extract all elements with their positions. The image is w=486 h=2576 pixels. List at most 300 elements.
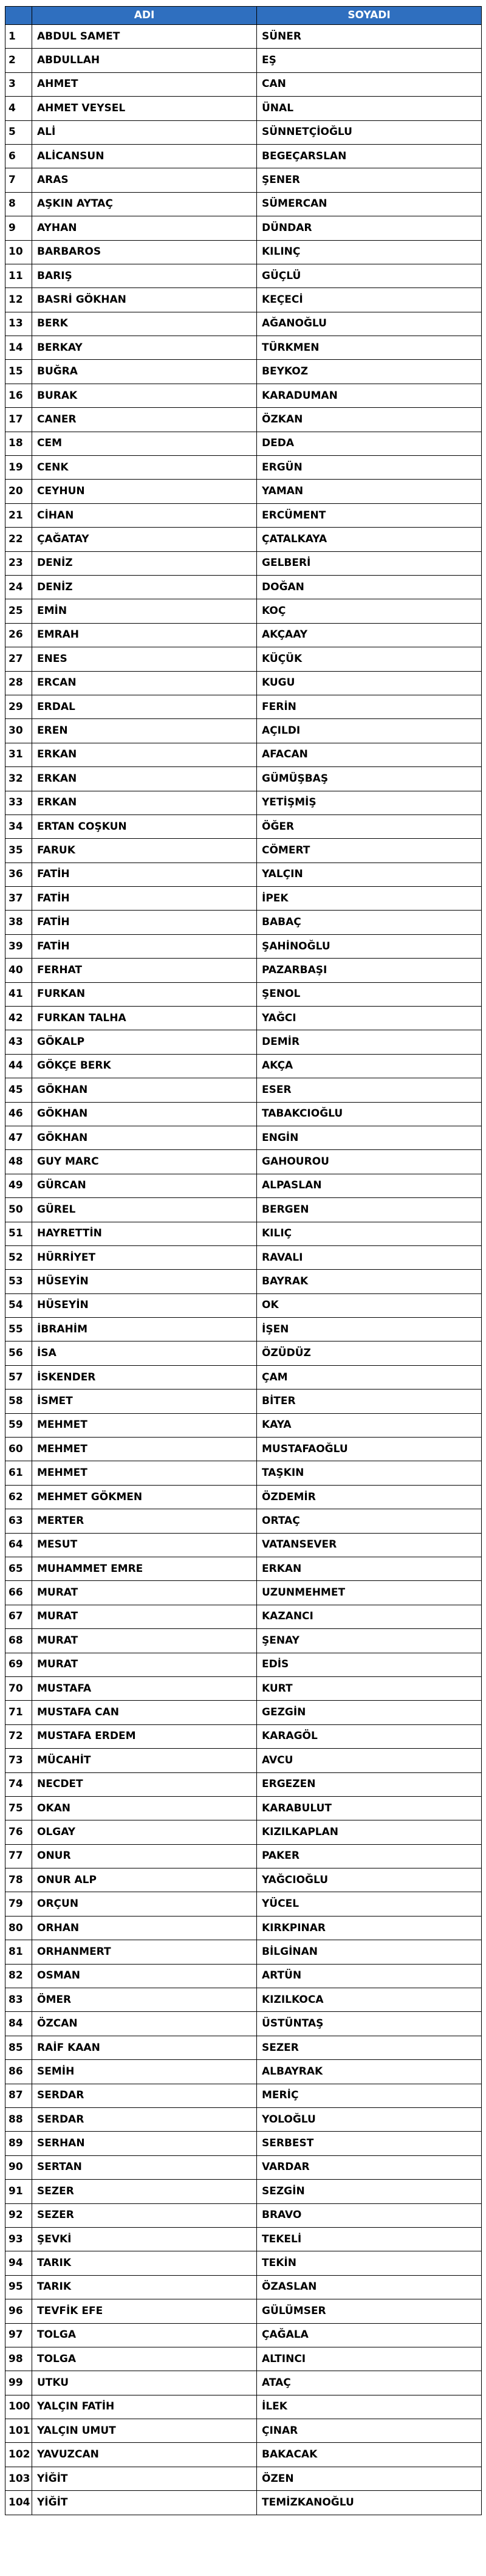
first-name-cell: BERK [32,312,257,336]
table-row [5,144,482,168]
last-name-cell: GEZGİN [257,1701,482,1724]
row-number: 21 [5,503,32,527]
row-number: 55 [5,1318,32,1341]
first-name-cell: GUY MARC [32,1150,257,1174]
first-name-cell: CEYHUN [32,480,257,503]
row-number: 84 [5,2012,32,2036]
row-number: 17 [5,408,32,432]
last-name-cell: ŞENAY [257,1629,482,1653]
row-number: 3 [5,72,32,96]
last-name-cell: AĞANOĞLU [257,312,482,336]
table-row [5,1940,482,1964]
first-name-cell: ŞEVKİ [32,2227,257,2251]
row-number: 31 [5,743,32,766]
table-row [5,1174,482,1197]
table-row [5,1629,482,1653]
last-name-cell: ÖZEN [257,2467,482,2490]
table-row [5,1102,482,1126]
table-row [5,1293,482,1317]
first-name-cell: ÖZCAN [32,2012,257,2036]
first-name-cell: ERKAN [32,791,257,814]
table-row [5,1964,482,1988]
row-number: 79 [5,1892,32,1916]
row-number: 18 [5,432,32,455]
first-name-cell: ARAS [32,168,257,192]
row-number: 73 [5,1749,32,1772]
first-name-cell: MURAT [32,1629,257,1653]
last-name-cell: BİTER [257,1390,482,1413]
table-row [5,1509,482,1533]
first-name-cell: MEHMET GÖKMEN [32,1485,257,1509]
row-number: 93 [5,2227,32,2251]
table-row [5,1413,482,1437]
first-name-cell: AŞKIN AYTAÇ [32,192,257,216]
name-list-table [5,6,482,2515]
first-name-cell: SERDAR [32,2084,257,2107]
table-row [5,72,482,96]
last-name-cell: KIZILKOCA [257,1988,482,2012]
last-name-cell: ÖZKAN [257,408,482,432]
row-number: 87 [5,2084,32,2107]
last-name-cell: CÖMERT [257,839,482,863]
row-number: 32 [5,767,32,791]
last-name-cell: BRAVO [257,2203,482,2227]
first-name-cell: FATİH [32,887,257,911]
last-name-cell: KILINÇ [257,240,482,264]
first-name-cell: AYHAN [32,216,257,240]
table-row [5,1365,482,1389]
last-name-cell: ÇAM [257,1365,482,1389]
table-row [5,575,482,599]
row-number: 16 [5,384,32,407]
first-name-cell: CENK [32,456,257,480]
table-row [5,1030,482,1054]
last-name-cell: BAYRAK [257,1270,482,1293]
first-name-cell: İSMET [32,1390,257,1413]
row-number: 35 [5,839,32,863]
first-name-cell: SEMİH [32,2060,257,2084]
table-row [5,1988,482,2012]
last-name-cell: MERİÇ [257,2084,482,2107]
first-name-cell: ERCAN [32,671,257,695]
row-number: 104 [5,2491,32,2515]
first-name-cell: FURKAN [32,982,257,1006]
last-name-cell: PAKER [257,1844,482,1868]
last-name-cell: ÇINAR [257,2419,482,2443]
first-name-cell: HÜSEYİN [32,1270,257,1293]
last-name-cell: ÇAĞALA [257,2323,482,2347]
row-number: 88 [5,2107,32,2131]
header-row [5,7,482,25]
row-number: 95 [5,2275,32,2299]
last-name-cell: YAMAN [257,480,482,503]
row-number: 30 [5,719,32,743]
row-number: 39 [5,934,32,958]
table-row [5,1390,482,1413]
row-number: 70 [5,1676,32,1700]
first-name-cell: MÜCAHİT [32,1749,257,1772]
table-row [5,2443,482,2467]
table-row [5,1557,482,1581]
row-number: 15 [5,360,32,384]
table-row [5,312,482,336]
last-name-cell: BAKACAK [257,2443,482,2467]
table-body [5,25,482,2515]
first-name-cell: ERKAN [32,767,257,791]
row-number: 74 [5,1772,32,1796]
row-number: 47 [5,1126,32,1149]
row-number: 25 [5,599,32,623]
first-name-cell: GÜRCAN [32,1174,257,1197]
last-name-cell: KOÇ [257,599,482,623]
table-row [5,743,482,766]
first-name-cell: DENİZ [32,551,257,575]
row-number: 26 [5,623,32,647]
row-number: 7 [5,168,32,192]
first-name-cell: GÖKHAN [32,1102,257,1126]
row-number: 29 [5,695,32,718]
table-row [5,528,482,551]
table-row [5,336,482,360]
last-name-cell: GELBERİ [257,551,482,575]
table-row [5,2107,482,2131]
row-number: 44 [5,1054,32,1078]
last-name-cell: ERGEZEN [257,1772,482,1796]
table-row [5,1820,482,1844]
table-row [5,1078,482,1102]
first-name-cell: SERTAN [32,2155,257,2179]
first-name-cell: SEZER [32,2203,257,2227]
row-number: 54 [5,1293,32,1317]
first-name-cell: YALÇIN UMUT [32,2419,257,2443]
first-name-cell: OSMAN [32,1964,257,1988]
row-number: 27 [5,647,32,671]
row-number: 72 [5,1724,32,1748]
row-number: 22 [5,528,32,551]
last-name-cell: ŞAHİNOĞLU [257,934,482,958]
last-name-cell: ÖZÜDÜZ [257,1341,482,1365]
first-name-cell: MEHMET [32,1413,257,1437]
last-name-cell: KARADUMAN [257,384,482,407]
first-name-cell: FATİH [32,934,257,958]
row-number: 2 [5,49,32,72]
row-number: 91 [5,2180,32,2203]
table-row [5,2036,482,2059]
table-row [5,384,482,407]
first-name-cell: TOLGA [32,2347,257,2371]
row-number: 63 [5,1509,32,1533]
last-name-cell: GÜMÜŞBAŞ [257,767,482,791]
table-row [5,456,482,480]
last-name-cell: MUSTAFAOĞLU [257,1438,482,1461]
row-number: 82 [5,1964,32,1988]
first-name-cell: ONUR ALP [32,1868,257,1892]
first-name-cell: FERHAT [32,959,257,982]
first-name-cell: UTKU [32,2371,257,2395]
row-number: 81 [5,1940,32,1964]
last-name-cell: YÜCEL [257,1892,482,1916]
last-name-cell: KAZANCI [257,1605,482,1628]
last-name-cell: DOĞAN [257,575,482,599]
last-name-cell: AKÇAAY [257,623,482,647]
row-number: 92 [5,2203,32,2227]
first-name-cell: NECDET [32,1772,257,1796]
header-soyadi: SOYADI [257,7,482,25]
row-number: 37 [5,887,32,911]
row-number: 90 [5,2155,32,2179]
first-name-cell: ERKAN [32,743,257,766]
last-name-cell: KURT [257,1676,482,1700]
row-number: 46 [5,1102,32,1126]
row-number: 65 [5,1557,32,1581]
first-name-cell: MESUT [32,1533,257,1557]
first-name-cell: OKAN [32,1796,257,1820]
table-row [5,360,482,384]
row-number: 85 [5,2036,32,2059]
last-name-cell: EŞ [257,49,482,72]
row-number: 13 [5,312,32,336]
table-row [5,1007,482,1030]
row-number: 51 [5,1222,32,1245]
table-row [5,719,482,743]
row-number: 43 [5,1030,32,1054]
row-number: 58 [5,1390,32,1413]
last-name-cell: İPEK [257,887,482,911]
first-name-cell: FATİH [32,911,257,934]
last-name-cell: AKÇA [257,1054,482,1078]
row-number: 80 [5,1916,32,1940]
last-name-cell: ORTAÇ [257,1509,482,1533]
row-number: 96 [5,2299,32,2323]
row-number: 12 [5,288,32,312]
row-number: 11 [5,264,32,288]
row-number: 97 [5,2323,32,2347]
row-number: 94 [5,2251,32,2275]
last-name-cell: KUGU [257,671,482,695]
row-number: 6 [5,144,32,168]
first-name-cell: FARUK [32,839,257,863]
last-name-cell: BERGEN [257,1198,482,1222]
table-row [5,432,482,455]
row-number: 4 [5,97,32,120]
first-name-cell: SERDAR [32,2107,257,2131]
table-row [5,1868,482,1892]
row-number: 28 [5,671,32,695]
last-name-cell: TEKELİ [257,2227,482,2251]
first-name-cell: BARBAROS [32,240,257,264]
last-name-cell: YALÇIN [257,863,482,886]
first-name-cell: ORHANMERT [32,1940,257,1964]
first-name-cell: TARIK [32,2275,257,2299]
last-name-cell: ÜNAL [257,97,482,120]
first-name-cell: MEHMET [32,1461,257,1485]
row-number: 50 [5,1198,32,1222]
first-name-cell: AHMET VEYSEL [32,97,257,120]
last-name-cell: İLEK [257,2395,482,2419]
table-row [5,647,482,671]
table-row [5,2299,482,2323]
last-name-cell: VATANSEVER [257,1533,482,1557]
header-adi: ADI [32,7,257,25]
first-name-cell: GÖKALP [32,1030,257,1054]
first-name-cell: MUSTAFA [32,1676,257,1700]
table-row [5,1724,482,1748]
last-name-cell: KIRKPINAR [257,1916,482,1940]
first-name-cell: MUHAMMET EMRE [32,1557,257,1581]
last-name-cell: DEDA [257,432,482,455]
last-name-cell: FERİN [257,695,482,718]
first-name-cell: BUĞRA [32,360,257,384]
row-number: 38 [5,911,32,934]
last-name-cell: YOLOĞLU [257,2107,482,2131]
row-number: 60 [5,1438,32,1461]
first-name-cell: HAYRETTİN [32,1222,257,1245]
table-row [5,2323,482,2347]
last-name-cell: İŞEN [257,1318,482,1341]
table-row [5,1653,482,1676]
first-name-cell: TEVFİK EFE [32,2299,257,2323]
table-row [5,1796,482,1820]
first-name-cell: İSKENDER [32,1365,257,1389]
first-name-cell: TOLGA [32,2323,257,2347]
first-name-cell: CEM [32,432,257,455]
row-number: 99 [5,2371,32,2395]
last-name-cell: RAVALI [257,1245,482,1269]
row-number: 8 [5,192,32,216]
last-name-cell: YETİŞMİŞ [257,791,482,814]
table-row [5,2180,482,2203]
last-name-cell: ERCÜMENT [257,503,482,527]
first-name-cell: MURAT [32,1581,257,1605]
last-name-cell: KÜÇÜK [257,647,482,671]
last-name-cell: KARABULUT [257,1796,482,1820]
first-name-cell: GÖKHAN [32,1078,257,1102]
row-number: 36 [5,863,32,886]
last-name-cell: SERBEST [257,2132,482,2155]
table-row [5,49,482,72]
row-number: 33 [5,791,32,814]
last-name-cell: ŞENER [257,168,482,192]
table-row [5,1461,482,1485]
first-name-cell: ÖMER [32,1988,257,2012]
table-row [5,2132,482,2155]
last-name-cell: TEMİZKANOĞLU [257,2491,482,2515]
row-number: 61 [5,1461,32,1485]
table-row [5,1605,482,1628]
table-row [5,1485,482,1509]
last-name-cell: UZUNMEHMET [257,1581,482,1605]
row-number: 67 [5,1605,32,1628]
table-row [5,887,482,911]
row-number: 9 [5,216,32,240]
row-number: 48 [5,1150,32,1174]
table-row [5,1701,482,1724]
row-number: 89 [5,2132,32,2155]
first-name-cell: EMRAH [32,623,257,647]
table-row [5,2251,482,2275]
last-name-cell: SÜMERCAN [257,192,482,216]
table-row [5,1749,482,1772]
table-row [5,1581,482,1605]
first-name-cell: ERDAL [32,695,257,718]
table-row [5,503,482,527]
first-name-cell: ORHAN [32,1916,257,1940]
table-row [5,2419,482,2443]
table-row [5,1126,482,1149]
last-name-cell: AVCU [257,1749,482,1772]
table-row [5,168,482,192]
row-number: 19 [5,456,32,480]
first-name-cell: SEZER [32,2180,257,2203]
first-name-cell: MERTER [32,1509,257,1533]
row-number: 62 [5,1485,32,1509]
table-row [5,2227,482,2251]
table-row [5,120,482,144]
last-name-cell: EDİS [257,1653,482,1676]
table-row [5,2012,482,2036]
table-row [5,1916,482,1940]
table-row [5,2371,482,2395]
first-name-cell: ORÇUN [32,1892,257,1916]
row-number: 1 [5,25,32,49]
first-name-cell: YİĞİT [32,2467,257,2490]
table-row [5,1198,482,1222]
first-name-cell: FURKAN TALHA [32,1007,257,1030]
table-row [5,767,482,791]
table-row [5,2060,482,2084]
first-name-cell: BARIŞ [32,264,257,288]
table-row [5,1318,482,1341]
first-name-cell: BASRİ GÖKHAN [32,288,257,312]
first-name-cell: EREN [32,719,257,743]
last-name-cell: SEZER [257,2036,482,2059]
last-name-cell: ÖZASLAN [257,2275,482,2299]
last-name-cell: BEGEÇARSLAN [257,144,482,168]
first-name-cell: ÇAĞATAY [32,528,257,551]
row-number: 83 [5,1988,32,2012]
first-name-cell: EMİN [32,599,257,623]
table-row [5,264,482,288]
first-name-cell: BURAK [32,384,257,407]
last-name-cell: GAHOUROU [257,1150,482,1174]
last-name-cell: ESER [257,1078,482,1102]
table-row [5,1245,482,1269]
first-name-cell: CANER [32,408,257,432]
last-name-cell: YAĞCI [257,1007,482,1030]
last-name-cell: TAŞKIN [257,1461,482,1485]
first-name-cell: ALİCANSUN [32,144,257,168]
last-name-cell: GÜLÜMSER [257,2299,482,2323]
row-number: 103 [5,2467,32,2490]
row-number: 20 [5,480,32,503]
table-row [5,2275,482,2299]
last-name-cell: KEÇECİ [257,288,482,312]
last-name-cell: TEKİN [257,2251,482,2275]
row-number: 102 [5,2443,32,2467]
table-row [5,2491,482,2515]
first-name-cell: YİĞİT [32,2491,257,2515]
table-row [5,1892,482,1916]
table-row [5,2467,482,2490]
table-row [5,2203,482,2227]
last-name-cell: ALTINCI [257,2347,482,2371]
table-row [5,911,482,934]
table-row [5,1438,482,1461]
table-row [5,863,482,886]
last-name-cell: SÜNNETÇİOĞLU [257,120,482,144]
last-name-cell: SÜNER [257,25,482,49]
first-name-cell: RAİF KAAN [32,2036,257,2059]
